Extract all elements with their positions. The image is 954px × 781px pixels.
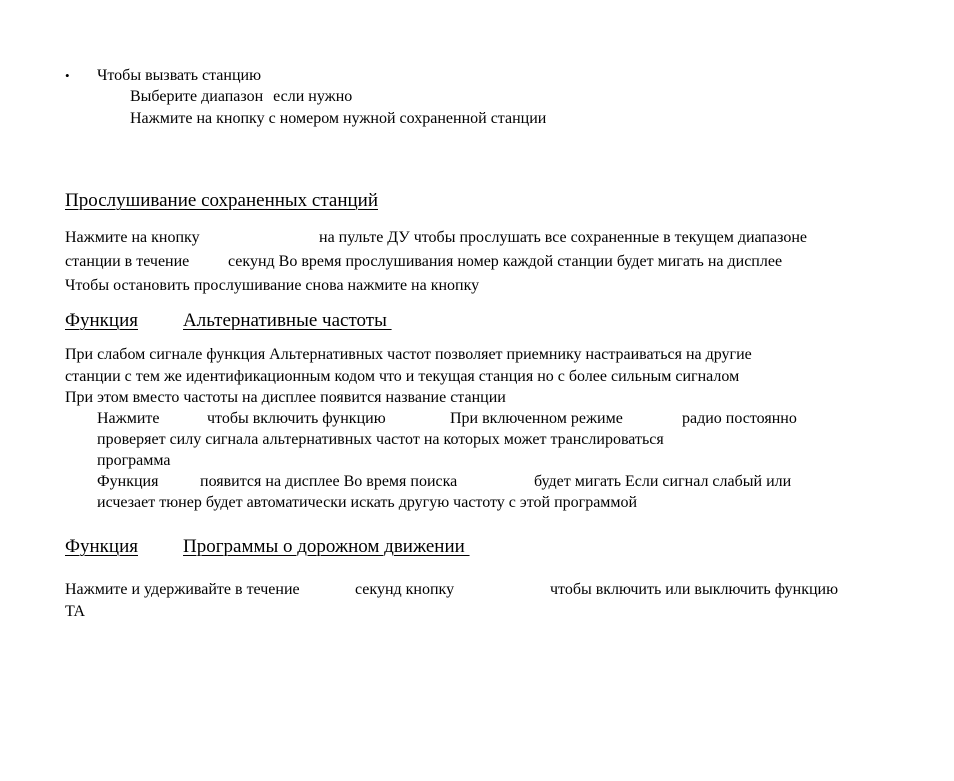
ta-l1-a: Нажмите и удерживайте в течение	[65, 581, 300, 598]
call-step-press-preset: Нажмите на кнопку с номером нужной сохраненной станции	[130, 110, 547, 127]
af-i4-c: будет мигать Если сигнал слабый или	[534, 473, 792, 490]
call-step-select-band-tail: если нужно	[273, 88, 353, 105]
af-i4-b: появится на дисплее Во время поиска	[200, 473, 458, 490]
af-instruction-line-2: проверяет силу сигнала альтернативных частот на которых может транслироваться	[97, 431, 664, 448]
call-step-select-band-text: Выберите диапазон	[130, 88, 264, 105]
af-heading-a: Функция	[65, 310, 138, 331]
bullet-icon: •	[65, 68, 70, 83]
af-i1-c: При включенном режиме	[450, 410, 623, 427]
ta-heading	[65, 536, 470, 558]
call-step-select-band	[130, 87, 352, 107]
af-instruction-line-3: программа	[97, 452, 171, 469]
af-paragraph-line-2: станции с тем же идентификационным кодом что и текущая станция но с более сильным сигналом	[65, 368, 740, 385]
ta-l1-b: секунд кнопку	[355, 581, 455, 598]
ta-heading-a: Функция	[65, 536, 138, 557]
af-i1-a: Нажмите	[97, 410, 160, 427]
scan-heading: Прослушивание сохраненных станций	[65, 190, 378, 211]
af-instruction-line-5: исчезает тюнер будет автоматически искать другую частоту с этой программой	[97, 494, 638, 511]
call-station-title: Чтобы вызвать станцию	[97, 67, 262, 84]
scan-line-3: Чтобы остановить прослушивание снова нажмите на кнопку	[65, 277, 480, 294]
af-heading	[65, 310, 392, 332]
ta-l1-c: чтобы включить или выключить функцию	[550, 581, 839, 598]
af-paragraph-line-3: При этом вместо частоты на дисплее появится название станции	[65, 389, 506, 406]
scan-line-2-a: станции в течение	[65, 253, 190, 270]
af-paragraph-line-1: При слабом сигнале функция Альтернативных частот позволяет приемнику настраиваться на другие	[65, 346, 752, 363]
ta-heading-b: Программы о дорожном движении	[183, 536, 470, 557]
scan-line-1-a: Нажмите на кнопку	[65, 229, 200, 246]
af-i1-d: радио постоянно	[682, 410, 797, 427]
scan-line-2-b: секунд Во время прослушивания номер каждой станции будет мигать на дисплее	[228, 253, 783, 270]
ta-line-2: TA	[65, 603, 86, 620]
af-i4-a: Функция	[97, 473, 159, 490]
af-heading-b: Альтернативные частоты	[183, 310, 392, 331]
scan-line-1-b: на пульте ДУ чтобы прослушать все сохраненные в текущем диапазоне	[319, 229, 807, 246]
af-i1-b: чтобы включить функцию	[207, 410, 386, 427]
